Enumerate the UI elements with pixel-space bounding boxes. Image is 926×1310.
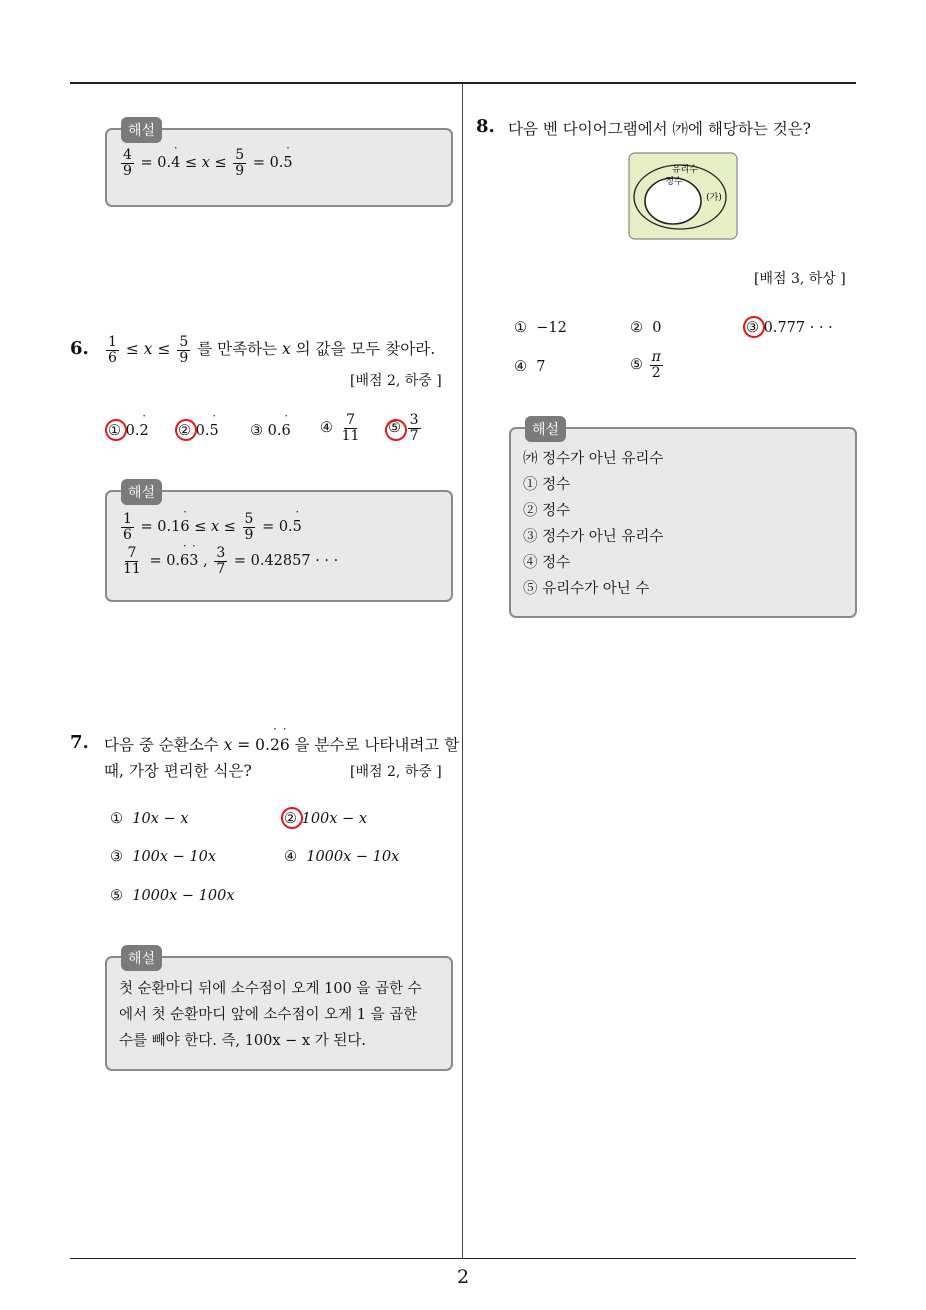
q7-option-3[interactable]: ③ 100x − 10x — [110, 849, 217, 865]
question-7-line1: 다음 중 순환소수 x = 0.2 ˙6 ˙ 을 분수로 나타내려고 할 — [104, 733, 459, 755]
q8-solution-box — [509, 422, 857, 618]
q6-option-1[interactable]: ① 0.2 ˙ — [108, 423, 149, 439]
venn-outer-label: 유리수 — [671, 165, 699, 175]
solution-tab: 해설 — [121, 117, 162, 143]
question-8-number: 8. — [476, 116, 495, 137]
q8-option-5[interactable]: ⑤ $\frac{\pi}{2}$ — [630, 349, 661, 381]
column-divider — [462, 84, 463, 1259]
answer-mark — [172, 416, 200, 444]
repeating-digit: 4 ˙ — [171, 155, 180, 171]
solution-line-6: ⑤ 유리수가 아닌 수 — [523, 581, 650, 597]
question-8-text: 다음 벤 다이어그램에서 ㈎에 해당하는 것은? — [508, 120, 811, 138]
repeating-digit: 5 ˙ — [283, 155, 292, 171]
answer-mark — [740, 313, 768, 341]
q7-option-2[interactable]: ② 100x − x — [284, 811, 368, 827]
question-7-number: 7. — [70, 732, 89, 753]
q6-option-5[interactable]: ⑤ $\frac{3}{7}$ — [388, 412, 419, 444]
fraction: $\frac{4}{9}$ — [123, 147, 132, 179]
answer-mark — [102, 416, 130, 444]
q6-option-4[interactable]: ④ $\frac{7}{11}$ — [320, 412, 360, 444]
solution-line-1: $\frac{1}{6}$ = 0.16 ˙ ≤ x ≤ $\frac{5}{9}$ = 0.5 ˙ — [119, 512, 302, 542]
solution-line-3: 수를 빼야 한다. 즉, 100x − x 가 된다. — [119, 1033, 366, 1049]
solution-line-1: ㈎ 정수가 아닌 유리수 — [523, 451, 664, 467]
solution-line-2: ① 정수 — [523, 477, 571, 493]
prev-solution-box — [105, 123, 453, 207]
solution-tab: 해설 — [525, 416, 566, 442]
q7-option-1[interactable]: ① 10x − x — [110, 811, 189, 827]
question-6-text: $\frac{1}{6}$ ≤ x ≤ $\frac{5}{9}$ 를 만족하는 x 의 값을 모두 찾아라. — [108, 334, 436, 366]
q8-option-4[interactable]: ④ 7 — [514, 359, 546, 375]
solution-line: $\frac{4}{9}$ = 0.4 ˙ ≤ x ≤ $\frac{5}{9}$ = 0.5 ˙ — [119, 148, 293, 178]
q7-option-4[interactable]: ④ 1000x − 10x — [284, 849, 400, 865]
solution-line-2: $\frac{7}{11}$ = 0.6 ˙3 ˙ , $\frac{3}{7}$ = 0.42857 · · · — [119, 546, 338, 576]
question-7-line2: 때, 가장 편리한 식은? — [104, 762, 252, 780]
venn-diagram — [628, 152, 738, 240]
venn-inner-label: 정수 — [665, 177, 683, 187]
top-rule — [70, 82, 856, 84]
venn-diagram-graphic — [628, 152, 738, 240]
solution-line-4: ③ 정수가 아닌 유리수 — [523, 529, 664, 545]
solution-line-2: 에서 첫 순환마디 앞에 소수점이 오게 1 을 곱한 — [119, 1007, 418, 1023]
q6-option-2[interactable]: ② 0.5 ˙ — [178, 423, 219, 439]
q8-option-3[interactable]: ③ 0.777 · · · — [746, 320, 833, 336]
solution-line-5: ④ 정수 — [523, 555, 571, 571]
q6-solution-box — [105, 485, 453, 602]
question-8-score: [배점 3, 하상 ] — [754, 271, 846, 287]
fraction: $\frac{5}{9}$ — [235, 147, 245, 179]
solution-tab: 해설 — [121, 945, 162, 971]
q7-option-5[interactable]: ⑤ 1000x − 100x — [110, 888, 235, 904]
venn-region-label: (가) — [706, 193, 722, 203]
solution-tab: 해설 — [121, 479, 162, 505]
q8-option-1[interactable]: ① −12 — [514, 320, 567, 336]
answer-mark — [278, 804, 306, 832]
question-7-score: [배점 2, 하중 ] — [350, 764, 442, 780]
page-number: 2 — [456, 1266, 470, 1288]
bottom-rule — [70, 1258, 856, 1259]
solution-line-3: ② 정수 — [523, 503, 571, 519]
q6-option-3[interactable]: ③ 0.6 ˙ — [250, 423, 291, 439]
question-6-score: [배점 2, 하중 ] — [350, 373, 442, 389]
solution-line-1: 첫 순환마디 뒤에 소수점이 오게 100 을 곱한 수 — [119, 981, 422, 997]
q7-solution-box — [105, 951, 453, 1071]
q8-option-2[interactable]: ② 0 — [630, 320, 662, 336]
question-6-number: 6. — [70, 338, 89, 359]
